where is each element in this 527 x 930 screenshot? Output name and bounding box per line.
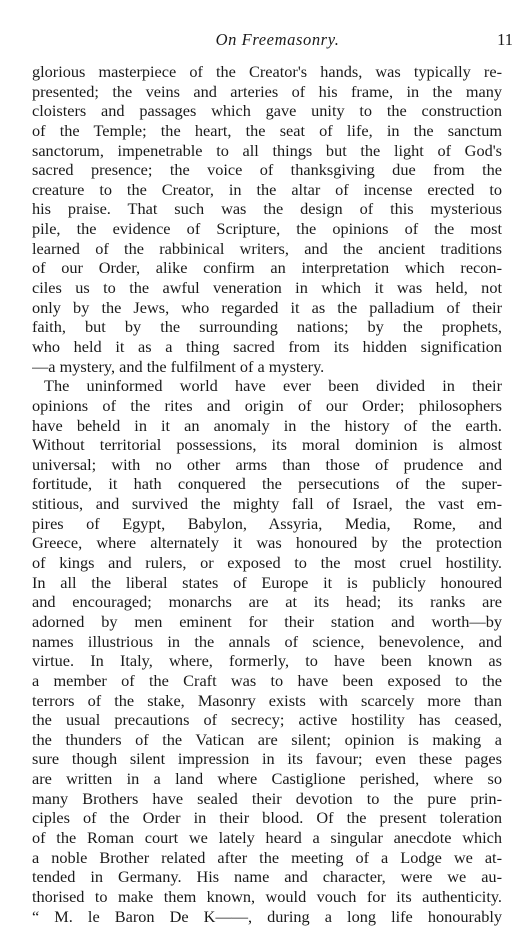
text-line: terrors of the stake, Masonry exists with scarcely more than [32,690,502,710]
text-line: In all the liberal states of Europe it is publicly honoured [32,572,502,592]
text-line: a noble Brother related after the meeting of a Lodge we at- [32,847,502,867]
text-line: Greece, where alternately it was honoured by the protection [32,533,502,553]
text-line: “ M. le Baron De K——, during a long life honourably [32,906,502,926]
page-number: 11 [497,30,513,49]
text-line: faith, but by the surrounding nations; by the prophets, [32,317,502,337]
text-line: the usual precautions of secrecy; active hostility has ceased, [32,710,502,730]
text-line: pile, the evidence of Scripture, the opinions of the most [32,219,502,239]
text-line: creature to the Creator, in the altar of incense erected to [32,179,502,199]
text-line: names illustrious in the annals of science, benevolence, and [32,631,502,651]
text-line: learned of the rabbinical writers, and the ancient traditions [32,238,502,258]
page-header [40,30,515,54]
text-line: presented; the veins and arteries of his frame, in the many [32,81,502,101]
text-line: —a mystery, and the fulfilment of a mystery. [32,356,325,376]
text-line: sacred presence; the voice of thanksgiving due from the [32,160,502,180]
text-line: stitious, and survived the mighty fall of Israel, the vast em- [32,494,502,514]
text-line: ciples of the Order in their blood. Of the present toleration [32,808,502,828]
text-line: and encouraged; monarchs are at its head; its ranks are [32,592,502,612]
text-line: the thunders of the Vatican are silent; opinion is making a [32,729,502,749]
text-line: who held it as a thing sacred from its hidden signification [32,336,502,356]
text-line: sure though silent impression in its favour; even these pages [32,749,502,769]
running-title: On Freemasonry. [215,30,340,49]
text-line: pires of Egypt, Babylon, Assyria, Media, Rome, and [32,513,502,533]
text-line: a member of the Craft was to have been exposed to the [32,670,502,690]
text-line: cloisters and passages which gave unity to the construction [32,101,502,121]
text-line: opinions of the rites and origin of our Order; philosophers [32,395,502,415]
text-line: only by the Jews, who regarded it as the palladium of their [32,297,502,317]
text-line: ciles us to the awful veneration in which it was held, not [32,278,502,298]
text-line: virtue. In Italy, where, formerly, to have been known as [32,651,502,671]
text-line: Without territorial possessions, its moral dominion is almost [32,435,502,455]
text-line: sanctorum, impenetrable to all things but the light of God's [32,140,502,160]
text-line: fortitude, it hath conquered the persecutions of the super- [32,474,502,494]
text-line: universal; with no other arms than those of prudence and [32,454,502,474]
text-line: many Brothers have sealed their devotion to the pure prin- [32,788,502,808]
text-line: his praise. That such was the design of this mysterious [32,199,502,219]
text-line: of our Order, alike confirm an interpretation which recon- [32,258,502,278]
paragraph-start-line: The uninformed world have ever been divided in their [44,376,502,396]
text-line: thorised to make them known, would vouch for its authenticity. [32,886,502,906]
body-text [32,62,502,926]
text-line: are written in a land where Castiglione perished, where so [32,769,502,789]
text-line: tended in Germany. His name and character, were we au- [32,867,502,887]
text-line: of the Roman court we lately heard a singular anecdote which [32,827,502,847]
text-line: adorned by men eminent for their station and worth—by [32,611,502,631]
text-line: of kings and rulers, or exposed to the most cruel hostility. [32,553,502,573]
text-line: of the Temple; the heart, the seat of life, in the sanctum [32,120,502,140]
text-line: glorious masterpiece of the Creator's hands, was typically re- [32,62,502,81]
text-line: have beheld in it an anomaly in the history of the earth. [32,415,502,435]
